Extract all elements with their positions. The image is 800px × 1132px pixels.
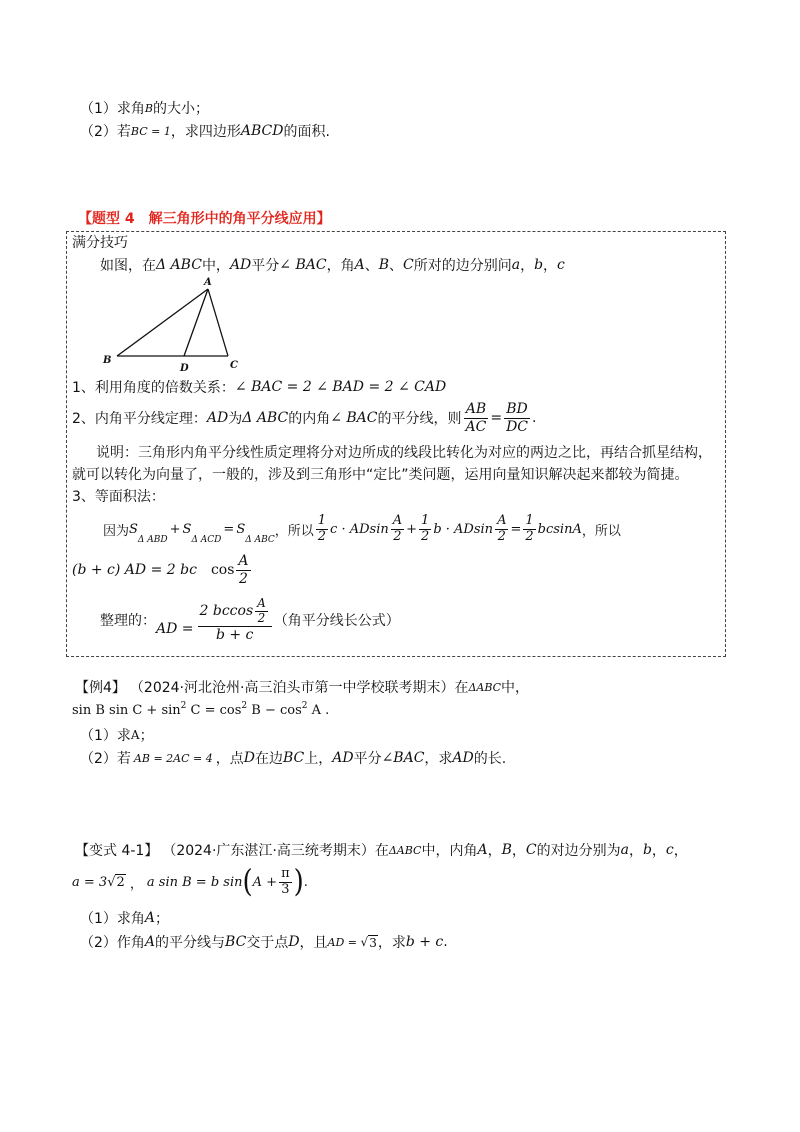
denominator: AC [465,418,487,435]
plus: + [406,521,418,537]
math: b · ADsin [433,521,494,537]
math-var: b + c [405,934,444,950]
note-line-2: 就可以转化为向量了，一般的，涉及到三角形中“定比”类问题，运用向量知识解决起来都较为简捷。 [72,467,689,483]
period: . [321,702,330,718]
area-symbol: S [236,521,246,537]
bisector-ad [184,289,208,356]
note-line-1: 说明：三角形内角平分线性质定理将分对边所成的线段比转化为对应的两边之比，再结合抓星结构， [96,445,712,461]
area-symbol: S [129,521,138,537]
math: (b + c) AD = 2 bc [72,562,197,578]
math: a = 3 [72,874,108,890]
example-tag: 【例4】 [75,680,126,696]
text: ， [543,258,558,274]
numerator: AB [465,401,487,418]
fraction [495,514,508,545]
equals: = [490,410,503,426]
text: 1、利用角度的倍数关系： [72,380,235,396]
part-number: （2） [80,935,117,951]
rule-2 [72,400,536,436]
math: a [511,257,521,273]
subscript: Δ ABD [137,535,168,545]
text: 中， [201,258,230,274]
math-var: BC [225,934,247,950]
example4-equation [72,700,329,720]
math: c · ADsin [330,521,389,537]
rule-3: 3、等面积法： [72,489,165,505]
math-var: A [144,934,156,950]
numerator: BD [506,401,528,418]
text: 作角 [116,935,145,951]
text: 的对边分别为 [536,843,621,859]
text: 在边 [254,751,283,767]
text: ； [155,911,170,927]
vertex-label-b: B [103,355,112,366]
math: Δ ABC [156,257,202,273]
period: . [303,874,308,890]
text: 平分 [353,751,382,767]
vertex-label-a: A [204,277,212,288]
text: 求角 [116,101,145,117]
fraction [523,514,535,545]
radicand: 2 [116,875,125,890]
denominator: b + c [215,626,254,643]
text: ， [520,258,535,274]
numerator: A [238,553,249,570]
area-equation [103,511,621,547]
source: （2024·河北沧州·高三泊头市第一中学校联考期末）在 [129,680,469,696]
text: ，求 [377,935,406,951]
text: 因为 [103,523,130,539]
tips-title: 满分技巧 [72,235,128,251]
math-var: b [642,842,652,858]
math-var: BC [282,750,305,766]
part-number: （2） [80,751,117,767]
part-number: （2） [80,124,117,140]
math: C = cos [186,702,242,718]
text: 求角 [116,911,145,927]
math-var: A [144,910,156,926]
sqrt-sign: √ [107,874,116,890]
text: ，所以 [581,523,621,539]
text: 整理的： [100,613,156,629]
numerator: 1 [421,512,430,528]
fraction [198,597,272,643]
text: 中，内角 [421,843,478,859]
area-symbol: S [182,521,192,537]
variant4-1-header [75,840,688,860]
math: A [307,702,322,718]
left-paren: ( [242,864,253,900]
fraction [464,401,489,434]
example4-header [75,677,529,697]
section-heading: 【题型 4 解三角形中的角平分线应用】 [78,211,331,227]
text: ， [511,843,526,859]
fraction [236,553,250,586]
triangle-figure [96,276,256,376]
text: 交于点 [246,935,289,951]
math: AD = [156,621,194,637]
numerator: 1 [525,512,534,528]
math: b [534,257,544,273]
cos-line [72,552,253,588]
plus: + [169,521,181,537]
vertex-label-d: D [180,363,189,374]
period: . [532,410,537,426]
example4-part1 [80,725,154,745]
text: ，角 [326,258,355,274]
math: ΔABC [468,680,502,694]
subscript: Δ ACD [191,535,222,545]
math: ΔABC [388,843,422,857]
math: c [557,257,565,273]
text: 的平分线与 [155,935,226,951]
part-number: （1） [80,101,117,117]
text: ，所以 [274,523,314,539]
equals: = [223,521,235,537]
variant-tag: 【变式 4-1】 [75,843,159,859]
math-eq: ∠ BAC = 2 ∠ BAD = 2 ∠ CAD [234,379,447,395]
text: 的长. [473,751,507,767]
numerator-text: 2 bccos [199,603,254,620]
text: 平分 [251,258,280,274]
superscript: 2 [180,701,187,711]
math-var: ABCD [240,123,284,139]
text: 的大小； [153,101,210,117]
math: sin B sin C + sin [72,702,181,718]
text: ， [487,843,502,859]
text: ， [651,843,666,859]
math-var: A [477,842,488,858]
math: Δ ABC [242,410,289,426]
fraction [316,514,328,545]
inner-fraction [255,597,268,626]
radicand: 3 [369,935,377,950]
vertex-label-c: C [230,360,238,371]
denominator: 2 [421,528,430,544]
text: ，求 [424,751,453,767]
part-number: （1） [80,911,117,927]
numerator: A [257,596,266,611]
text: ，且 [299,935,328,951]
text: 、 [364,258,379,274]
math: B [378,257,389,273]
fraction [279,867,292,898]
prev-question-part2 [80,121,330,141]
math: a sin B = b sin [146,874,243,890]
text: 的平分线，则 [377,411,462,427]
bisector-length-formula [100,596,400,644]
cos-function: cos [210,562,235,578]
math: bcsinA [537,521,582,537]
text: 的内角 [288,411,331,427]
numerator: A [392,512,403,528]
text: 2、内角平分线定理： [72,411,207,427]
denominator: 2 [525,528,534,544]
part-number: （1） [80,728,117,744]
math: A + [252,874,278,890]
math-var: c [665,842,674,858]
text: ， [628,843,643,859]
text: ， [673,843,688,859]
prev-question-part1 [80,98,209,118]
variant4-1-part1 [80,908,169,928]
math-var: AD [452,750,474,766]
text: 如图，在 [100,258,156,274]
text: 上， [304,751,333,767]
math-var: A [130,728,140,742]
denominator: 2 [393,528,402,544]
fraction [504,401,530,434]
text: 求 [116,728,131,744]
example4-part2 [80,748,506,768]
numerator: π [281,865,290,881]
denominator: 2 [257,610,266,625]
variant4-1-equation [72,864,308,900]
math-var: a [620,842,629,858]
fraction [419,514,431,545]
text: ，求四边形 [170,124,241,140]
text: ； [139,728,154,744]
formula-note: （角平分线长公式） [273,613,400,629]
denominator: DC [506,418,528,435]
text: 、 [389,258,403,274]
math-var: D [288,934,300,950]
math-var: D [243,750,255,766]
tips-intro [100,255,565,275]
math: ∠ BAC [279,257,327,273]
source: （2024·广东湛江·高三统考期末）在 [162,843,389,859]
denominator: 2 [497,528,506,544]
separator: ， [125,876,143,892]
math-var: AD [332,750,354,766]
text: 所对的边分别问 [413,258,512,274]
math-eq: BC = 1 [130,124,171,138]
superscript: 2 [301,701,308,711]
math-eq: AD = [327,935,361,949]
denominator: 2 [239,570,248,587]
math-var: B [144,101,154,115]
numerator [198,597,272,627]
text: 的面积. [283,124,330,140]
subscript: Δ ABC [245,535,275,545]
side-ac [208,289,228,356]
text: 若 [116,751,131,767]
math-var: C [525,842,537,858]
math: A [354,257,365,273]
math: AD [229,257,252,273]
math-var: ∠BAC [381,750,425,766]
numerator: A [497,512,507,528]
fraction [391,514,404,545]
superscript: 2 [241,701,248,711]
math: C [403,257,414,273]
math-eq: AB = 2AC = 4 [133,751,213,765]
rule-1 [72,377,446,397]
equals: = [510,521,522,537]
denominator: 3 [281,881,290,897]
math: AD [206,410,229,426]
math: B − cos [247,702,302,718]
text: ，点 [215,751,244,767]
variant4-1-part2 [80,932,448,952]
math: ∠ BAC [330,410,378,426]
side-ab [117,289,208,356]
right-paren: ) [293,864,304,900]
text: 若 [116,124,131,140]
text: 为 [228,411,243,427]
sqrt-sign: √ [360,935,369,949]
denominator: 2 [317,528,327,544]
text: . [443,934,448,950]
math-var: B [501,842,512,858]
text: 中， [501,680,530,696]
numerator: 1 [317,512,327,528]
